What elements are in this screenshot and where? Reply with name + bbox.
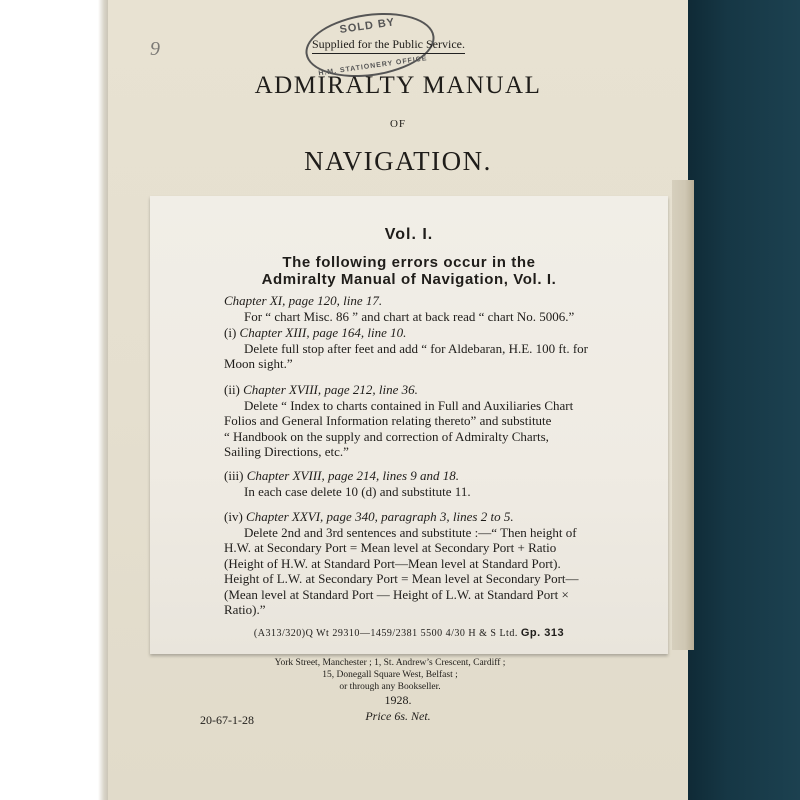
entry-text: In each case delete 10 (d) and substitute 11. — [244, 483, 471, 499]
entry-text: Moon sight.” — [224, 356, 293, 371]
entry-text: “ Handbook on the supply and correction of Admiralty Charts, — [224, 428, 549, 444]
imprint-line-2: 15, Donegall Square West, Belfast ; — [322, 670, 458, 680]
book-title: ADMIRALTY MANUAL — [254, 72, 542, 99]
entry-text: H.W. at Secondary Port = Mean level at Secondary Port + Ratio — [224, 540, 557, 555]
entry-number: (iii) — [224, 468, 244, 483]
entry-reference: Chapter XXVI, page 340, paragraph 3, lines 2 to 5. — [246, 509, 514, 524]
book-subtitle: NAVIGATION. — [304, 146, 492, 176]
printer-code: Gp. 313 — [520, 627, 565, 639]
errata-heading-line-1: The following errors occur in the — [282, 254, 536, 271]
entry-text: Ratio).” — [224, 602, 266, 617]
errata-volume: Vol. I. — [384, 226, 434, 243]
entry-number: (i) — [224, 325, 237, 340]
pencil-note: 9 — [150, 38, 160, 60]
errata-slip — [150, 196, 668, 654]
errata-heading — [150, 254, 668, 289]
entry-text: Delete full stop after feet and add “ for Aldebaran, H.E. 100 ft. for — [244, 340, 589, 356]
entry-text: Sailing Directions, etc.” — [224, 444, 349, 459]
supplied-line: Supplied for the Public Service. — [312, 37, 465, 54]
entry-text: Delete “ Index to charts contained in Full and Auxiliaries Chart — [244, 397, 574, 413]
errata-entry-3 — [224, 468, 694, 499]
entry-reference: Chapter XIII, page 164, line 10. — [239, 325, 407, 340]
stamp-bottom-text: H.M. STATIONERY OFFICE — [318, 55, 428, 78]
errata-entry-4 — [224, 509, 694, 618]
errata-entry-2 — [224, 382, 694, 460]
imprint-line-1: York Street, Manchester ; 1, St. Andrew’s Crescent, Cardiff ; — [274, 658, 506, 668]
publication-year: 1928. — [384, 693, 412, 707]
printer-imprint: (A313/320)Q Wt 29310—1459/2381 5500 4/30 H & S Ltd. — [253, 628, 518, 639]
catalogue-code: 20-67-1-28 — [200, 713, 254, 727]
entry-reference: Chapter XI, page 120, line 17. — [224, 293, 383, 308]
errata-entry-0 — [224, 293, 694, 324]
entry-text: For “ chart Misc. 86 ” and chart at back read “ chart No. 5006.” — [244, 308, 575, 324]
entry-text: (Mean level at Standard Port — Height of L.W. at Standard Port × — [224, 586, 569, 602]
entry-text: (Height of H.W. at Standard Port—Mean level at Standard Port). — [224, 555, 561, 571]
price: Price 6s. Net. — [365, 709, 431, 723]
background-right — [688, 0, 800, 800]
errata-entry-1 — [224, 325, 694, 372]
printer-line — [150, 627, 668, 639]
entry-reference: Chapter XVIII, page 212, line 36. — [243, 382, 418, 397]
imprint-line-3: or through any Bookseller. — [339, 682, 441, 692]
entry-reference: Chapter XVIII, page 214, lines 9 and 18. — [246, 468, 460, 483]
entry-text: Height of L.W. at Secondary Port = Mean level at Secondary Port— — [224, 571, 579, 586]
book-title-of: OF — [389, 118, 407, 130]
entry-number: (ii) — [224, 382, 240, 397]
background-left — [0, 0, 112, 800]
entry-number: (iv) — [224, 509, 243, 524]
stamp-top-text: SOLD BY — [338, 16, 396, 37]
errata-heading-line-2: Admiralty Manual of Navigation, Vol. I. — [261, 271, 557, 289]
entry-text: Folios and General Information relating thereto” and substitute — [224, 413, 552, 428]
entry-text: Delete 2nd and 3rd sentences and substitute :—“ Then height of — [244, 524, 577, 540]
